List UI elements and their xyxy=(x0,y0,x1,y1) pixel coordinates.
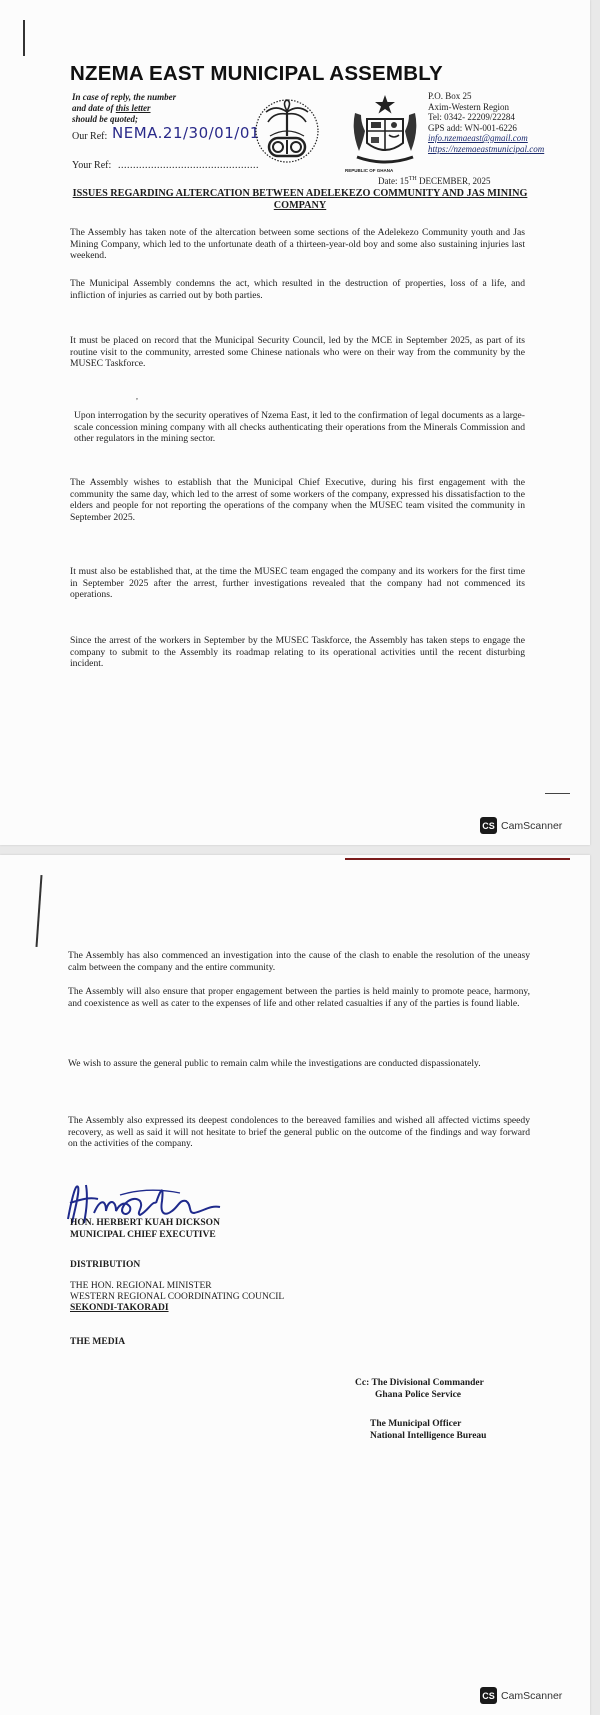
paragraph: Since the arrest of the workers in September by the MUSEC Taskforce, the Assembly has taken steps to engage the company to submit to the Assembly its roadmap relating to its operational activities until the recent disturbing incident. xyxy=(70,635,525,670)
address-line: P.O. Box 25 xyxy=(428,91,472,101)
signatory-name: HON. HERBERT KUAH DICKSON xyxy=(70,1218,220,1228)
paragraph: It must also be established that, at the time the MUSEC team engaged the company and its workers for the first time in September 2025 after the arrest, further investigations revealed that the company had not commenced its operations. xyxy=(70,566,525,601)
edge-line xyxy=(545,793,570,794)
camscanner-logo-icon: CS xyxy=(480,1687,497,1704)
media-label: THE MEDIA xyxy=(70,1337,126,1347)
gps-line: GPS add: WN-001-6226 xyxy=(428,122,517,133)
reply-note-line xyxy=(72,103,192,114)
paragraph: The Assembly will also ensure that proper engagement between the parties is held mainly to promote peace, harmony, and coexistence as well as cater to the expenses of life and other related casualties if any of the parties is found liable. xyxy=(68,986,530,1009)
distribution-city: SEKONDI-TAKORADI xyxy=(70,1303,169,1313)
paragraph: Upon interrogation by the security operatives of Nzema East, it led to the confirmation of legal documents as a large-scale concession mining company with all checks authenticating their operations from the Minerals Commission and other regulators in the mining sector. xyxy=(74,410,525,445)
our-ref-label: Our Ref: xyxy=(72,131,108,142)
paragraph: The Assembly also expressed its deepest condolences to the bereaved families and wished all affected victims speedy recovery, as well as said it will not hesitate to brief the general public on the outcome of the findings and way forward on the activities of the company. xyxy=(68,1115,530,1150)
cc-line: The Municipal Officer xyxy=(370,1419,462,1429)
your-ref-blank: ............................................... xyxy=(118,160,259,171)
your-ref-label: Your Ref: xyxy=(72,160,112,171)
cc-line: Ghana Police Service xyxy=(375,1390,462,1400)
paragraph: We wish to assure the general public to remain calm while the investigations are conducted dispassionately. xyxy=(68,1058,481,1069)
reply-note-line: should be quoted; xyxy=(72,114,139,124)
our-ref-value: NEMA.21/30/01/01 xyxy=(112,124,260,142)
date-text: DECEMBER, 2025 xyxy=(416,176,491,186)
camscanner-logo-icon: CS xyxy=(480,817,497,834)
letter-title: ISSUES REGARDING ALTERCATION BETWEEN ADELEKEZO COMMUNITY AND JAS MINING COMPANY xyxy=(72,188,528,211)
stray-mark: , xyxy=(136,392,138,401)
cc-line: National Intelligence Bureau xyxy=(370,1431,487,1441)
assembly-heading: NZEMA EAST MUNICIPAL ASSEMBLY xyxy=(70,62,443,85)
distribution-list xyxy=(70,1281,284,1314)
paragraph: The Assembly wishes to establish that the Municipal Chief Executive, during his first engagement with the community the same day, which led to the arrest of some workers of the company, expressed his dissatisfaction to the elders and people for not reporting the operations of the company when the MUSEC team visited the community in September 2025. xyxy=(70,477,525,523)
coat-caption: REPUBLIC OF GHANA xyxy=(345,168,394,173)
date-text: Date: 15 xyxy=(378,176,409,186)
cc-police xyxy=(355,1377,484,1401)
letter-date xyxy=(378,176,491,186)
camscanner-text: CamScanner xyxy=(501,819,563,832)
address-line: Axim-Western Region xyxy=(428,101,510,112)
address-block xyxy=(428,91,544,154)
reply-note-underlined: this letter xyxy=(115,103,151,113)
coat-of-arms-icon xyxy=(345,90,425,172)
signatory-title: MUNICIPAL CHIEF EXECUTIVE xyxy=(70,1230,216,1240)
cc-line: Cc: The Divisional Commander xyxy=(355,1378,484,1388)
email-link[interactable]: info.nzemaeast@gmail.com xyxy=(428,133,528,143)
paragraph: The Assembly has also commenced an investigation into the cause of the clash to enable the resolution of the uneasy calm between the company and the entire community. xyxy=(68,950,530,973)
letter-page-1 xyxy=(0,0,590,845)
reply-note-line: In case of reply, the number xyxy=(72,92,177,102)
paragraph: The Assembly has taken note of the altercation between some sections of the Adelekezo Community youth and Jas Mining Company, which led to the unfortunate death of a thirteen-year-old boy and some also sustaining injuries last weekend. xyxy=(70,227,525,262)
distribution-line: WESTERN REGIONAL COORDINATING COUNCIL xyxy=(70,1292,285,1302)
reply-note-text: and date of xyxy=(72,103,116,113)
camscanner-watermark xyxy=(480,1687,562,1704)
signatory-block xyxy=(70,1217,220,1241)
camscanner-text: CamScanner xyxy=(501,1689,563,1702)
website-link[interactable]: https://nzemaeastmunicipal.com xyxy=(428,143,545,154)
paragraph: It must be placed on record that the Municipal Security Council, led by the MCE in September 2025, as part of its routine visit to the community, arrested some Chinese nationals who were on their way from the community by the MUSEC Taskforce. xyxy=(70,335,525,370)
municipal-emblem-icon xyxy=(252,96,322,166)
reply-note xyxy=(72,92,192,125)
camscanner-watermark xyxy=(480,817,562,834)
scan-mark xyxy=(35,875,42,947)
cc-intelligence xyxy=(370,1418,486,1442)
scan-mark xyxy=(23,20,25,56)
paragraph: The Municipal Assembly condemns the act, which resulted in the destruction of properties, loss of a life, and infliction of injuries as carried out by both parties. xyxy=(70,278,525,301)
distribution-label: DISTRIBUTION xyxy=(70,1260,141,1270)
top-edge-line xyxy=(345,858,570,860)
distribution-line: THE HON. REGIONAL MINISTER xyxy=(70,1281,212,1291)
phone-line: Tel: 0342- 22209/22284 xyxy=(428,112,515,122)
date-ordinal: TH xyxy=(408,176,417,182)
